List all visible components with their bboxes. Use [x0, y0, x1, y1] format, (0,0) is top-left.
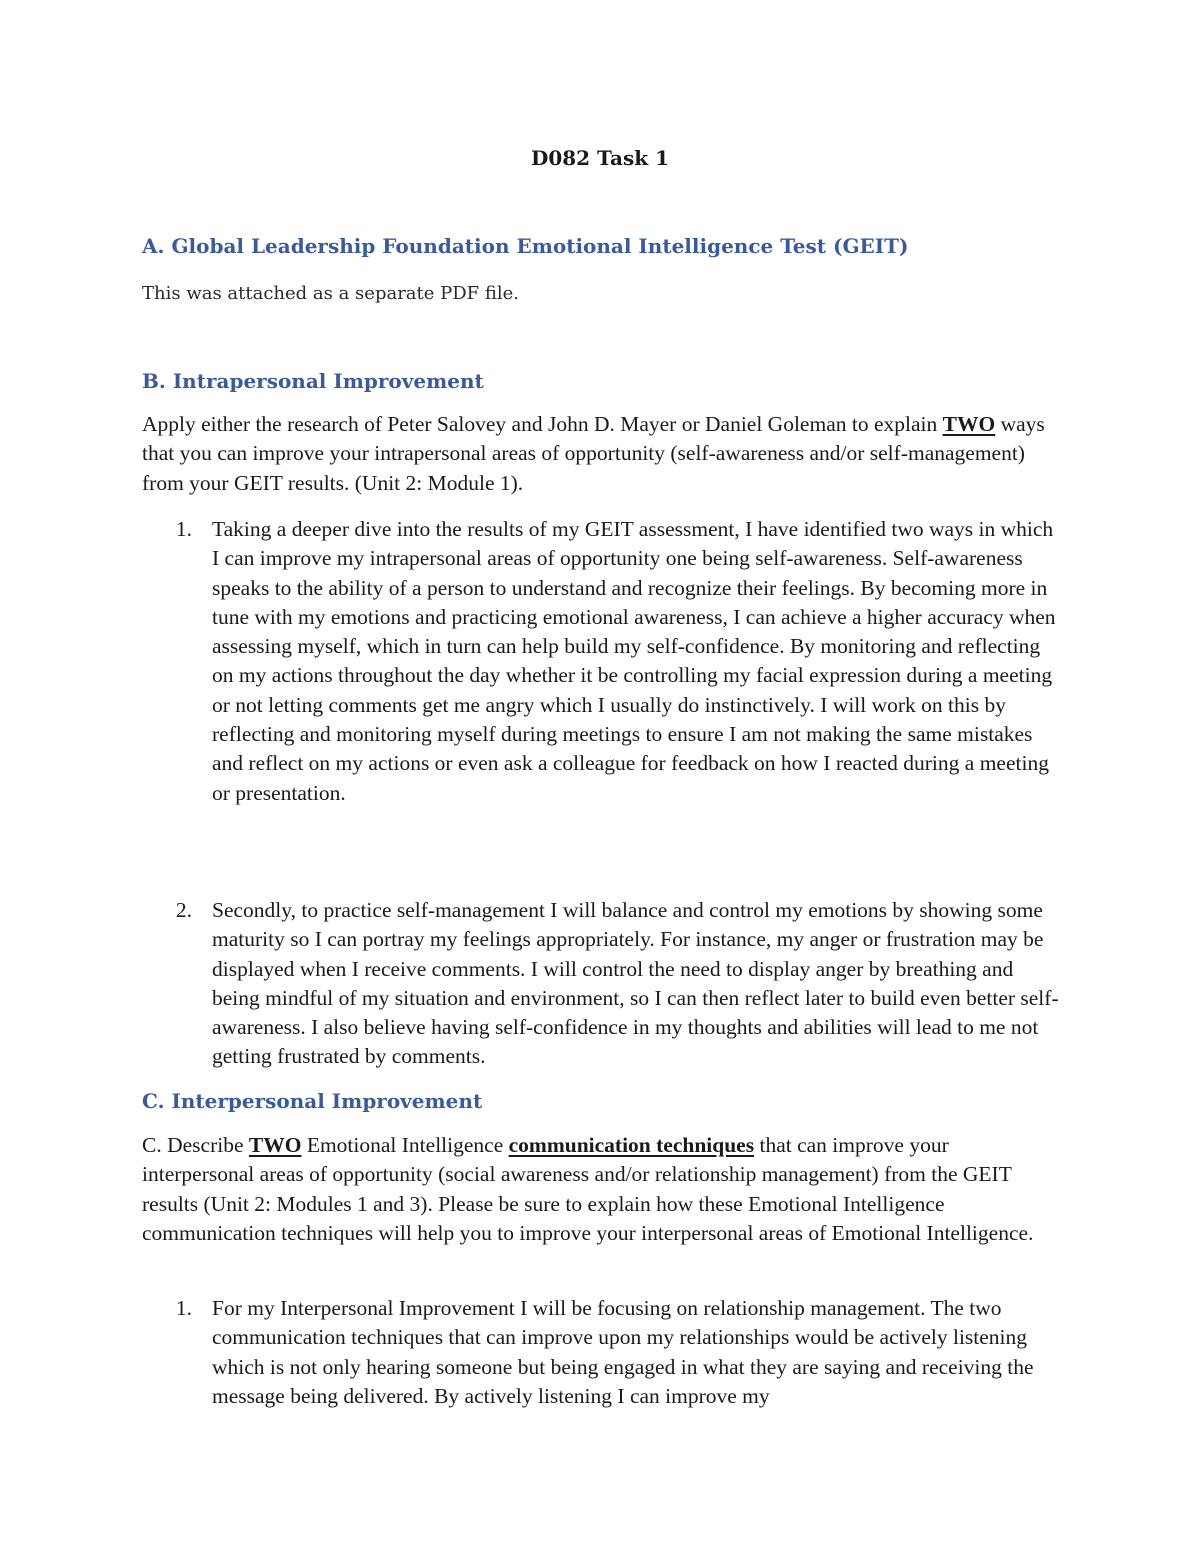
list-number: 1.	[175, 1296, 192, 1320]
section-c-prompt-text-1: C. Describe	[142, 1133, 249, 1157]
section-c-prompt-emphasis-1: TWO	[248, 1133, 302, 1157]
document-title: D082 Task 1	[531, 146, 669, 170]
section-b-prompt	[142, 410, 1062, 498]
section-b-prompt-emphasis: TWO	[942, 412, 996, 436]
section-b-prompt-text: Apply either the research of Peter Salovey and John D. Mayer or Daniel Goleman to explain	[142, 412, 943, 436]
list-item-text: For my Interpersonal Improvement I will be focusing on relationship management. The two communication techniques that can improve upon my relationships would be actively listening which is not only hearing someone but being engaged in what they are saying and receiving the message being delivered. By actively listening I can improve my	[212, 1296, 1034, 1408]
section-b-list-item-2	[142, 896, 1062, 1072]
section-c-prompt-text-3: that can improve your interpersonal areas of opportunity (social awareness and/or relationship management) from the GEIT results (Unit 2: Modules 1 and 3). Please be sure to explain how these Emotional Intelligence communication techniques will help you to improve your interpersonal areas of Emotional Intelligence.	[142, 1133, 1034, 1245]
section-a-body: This was attached as a separate PDF file.	[142, 283, 520, 304]
section-a-heading: A. Global Leadership Foundation Emotional Intelligence Test (GEIT)	[142, 234, 909, 258]
list-number: 2.	[175, 898, 192, 922]
list-item-text: Secondly, to practice self-management I will balance and control my emotions by showing some maturity so I can portray my feelings appropriately. For instance, my anger or frustration may be displayed when I receive comments. I will control the need to display anger by breathing and being mindful of my situation and environment, so I can then reflect later to build even better self-awareness. I also believe having self-confidence in my thoughts and abilities will lead to me not getting frustrated by comments.	[212, 898, 1059, 1069]
list-number: 1.	[175, 517, 192, 541]
section-c-heading: C. Interpersonal Improvement	[142, 1089, 483, 1113]
section-c-prompt	[142, 1131, 1062, 1248]
list-item-text: Taking a deeper dive into the results of my GEIT assessment, I have identified two ways in which I can improve my intrapersonal areas of opportunity one being self-awareness. Self-awareness speaks to the ability of a person to understand and recognize their feelings. By becoming more in tune with my emotions and practicing emotional awareness, I can achieve a higher accuracy when assessing myself, which in turn can help build my self-confidence. By monitoring and reflecting on my actions throughout the day whether it be controlling my facial expression during a meeting or not letting comments get me angry which I usually do instinctively. I will work on this by reflecting and monitoring myself during meetings to ensure I am not making the same mistakes and reflect on my actions or even ask a colleague for feedback on how I reacted during a meeting or presentation.	[212, 517, 1056, 805]
section-c-prompt-emphasis-2: communication techniques	[508, 1133, 755, 1157]
section-b-prompt-text-end: ways that you can improve your intrapersonal areas of opportunity (self-awareness and/or self-management) from your GEIT results. (Unit 2: Module 1).	[142, 412, 1045, 495]
section-b-list-item-1	[142, 515, 1062, 808]
section-c-prompt-text-2: Emotional Intelligence	[301, 1133, 509, 1157]
section-c-list-item-1	[142, 1294, 1062, 1411]
section-b-heading: B. Intrapersonal Improvement	[142, 369, 484, 393]
